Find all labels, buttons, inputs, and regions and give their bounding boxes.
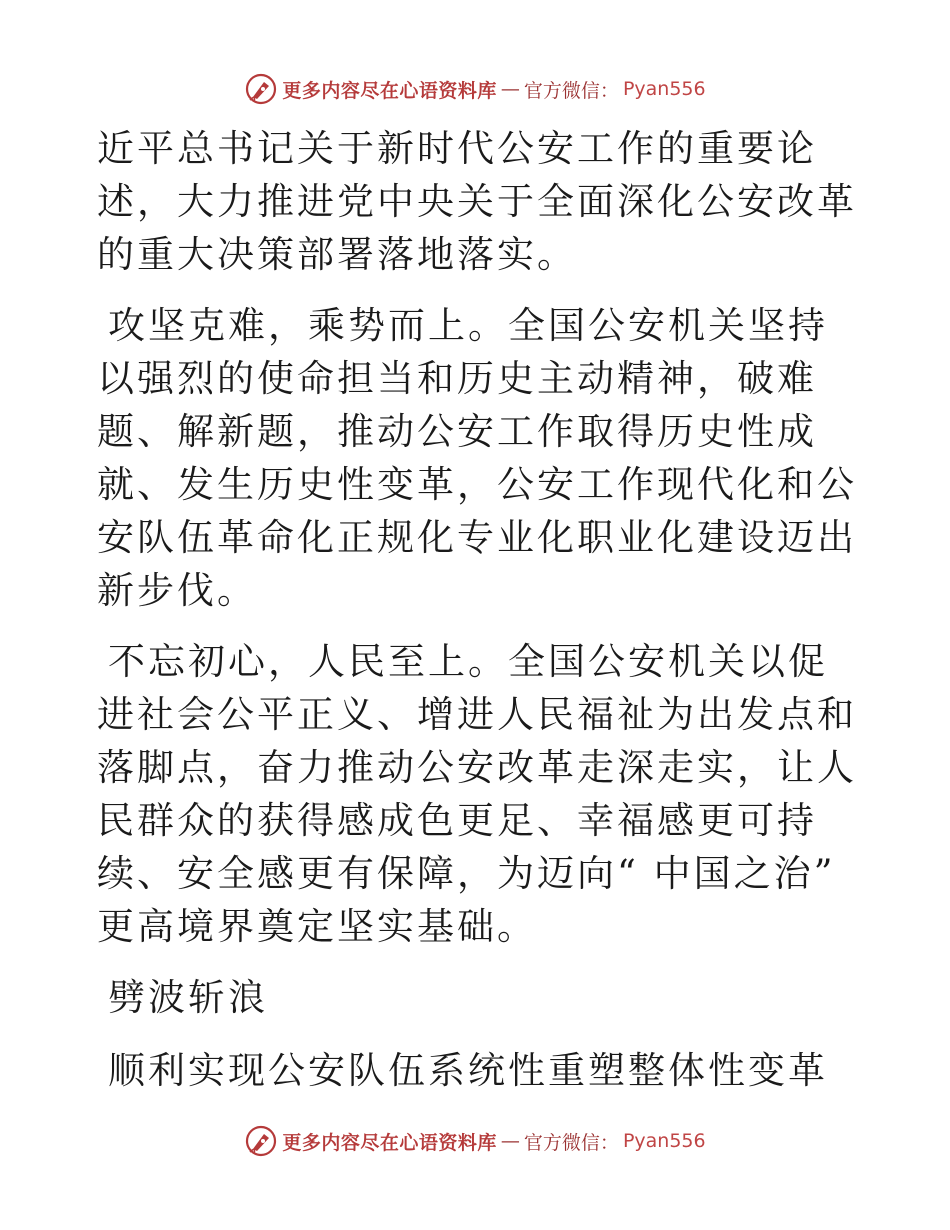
watermark-separator: —: [500, 1130, 520, 1152]
section-subheading: 顺利实现公安队伍系统性重塑整体性变革: [108, 1049, 828, 1092]
watermark-main-text: 更多内容尽在心语资料库: [282, 79, 497, 102]
watermark-wechat-id: Pyan556: [622, 1130, 706, 1152]
pen-nib-logo-icon: [244, 72, 278, 106]
paragraph-continuation: 近平总书记关于新时代公安工作的重要论述，大力推进党中央关于全面深化公安改革的重大决策部署落地落实。: [97, 127, 857, 276]
watermark-label: 官方微信：: [523, 1131, 619, 1154]
document-body: [97, 122, 857, 1117]
watermark-header: [0, 72, 950, 106]
pen-nib-logo-icon: [244, 1124, 278, 1158]
watermark-footer: [0, 1124, 950, 1158]
watermark-wechat-id: Pyan556: [622, 78, 706, 100]
paragraph-people-first: 不忘初心，人民至上。全国公安机关以促进社会公平正义、增进人民福祉为出发点和落脚点，奋力推动公安改革走深走实，让人民群众的获得感成色更足、幸福感更可持续、安全感更有保障，为迈向“ 中国之治” 更高境界奠定坚实基础。: [97, 640, 857, 948]
watermark-main-text: 更多内容尽在心语资料库: [282, 1131, 497, 1154]
watermark-label: 官方微信：: [523, 79, 619, 102]
watermark-separator: —: [500, 78, 520, 100]
paragraph-tackle-difficulties: 攻坚克难，乘势而上。全国公安机关坚持以强烈的使命担当和历史主动精神，破难题、解新题，推动公安工作取得历史性成就、发生历史性变革，公安工作现代化和公安队伍革命化正规化专业化职业化建设迈出新步伐。: [97, 304, 857, 612]
section-heading: 劈波斩浪: [108, 976, 268, 1019]
